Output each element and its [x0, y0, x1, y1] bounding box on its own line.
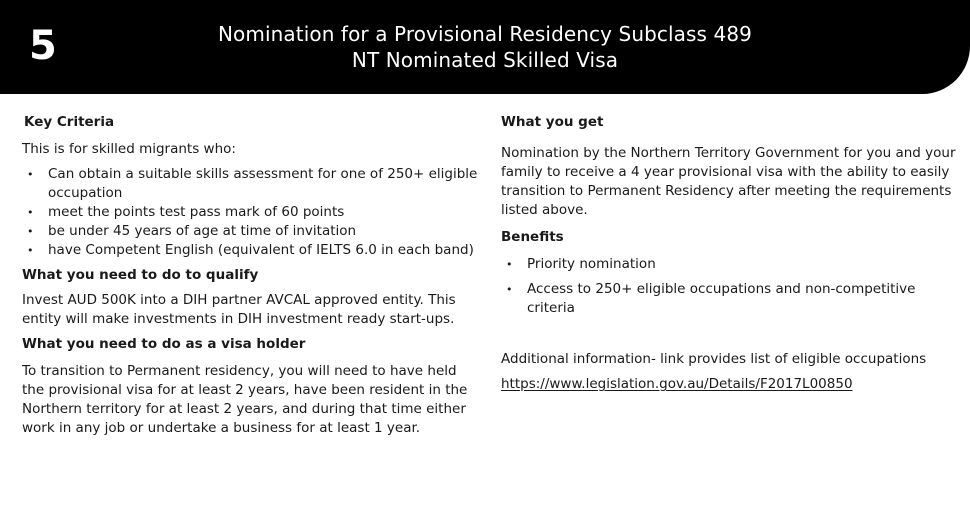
- criteria-list: [22, 165, 480, 260]
- what-you-get-text: Nomination by the Northern Territory Government for you and your family to receive a 4 year provisional visa with the ability to easily transition to Permanent Residency after meeting the requirements listed above.: [501, 145, 956, 218]
- criteria-item: • meet the points test pass mark of 60 points: [22, 203, 480, 222]
- what-you-get-heading: What you get: [501, 114, 604, 130]
- benefit-item: • Priority nomination: [501, 255, 959, 274]
- additional-info-text: Additional information- link provides list of eligible occupations: [501, 351, 927, 367]
- qualify-text: Invest AUD 500K into a DIH partner AVCAL approved entity. This entity will make investments in DIH investment ready start-ups.: [22, 292, 456, 327]
- qualify-heading: What you need to do to qualify: [22, 267, 259, 283]
- benefits-heading: Benefits: [501, 229, 564, 245]
- occupations-link[interactable]: https://www.legislation.gov.au/Details/F2017L00850: [501, 376, 853, 392]
- key-criteria-heading: Key Criteria: [24, 114, 115, 130]
- left-column: [22, 113, 480, 438]
- page-title-line-1: Nomination for a Provisional Residency Subclass 489: [218, 22, 752, 46]
- criteria-item: • have Competent English (equivalent of IELTS 6.0 in each band): [22, 241, 480, 260]
- right-column: [501, 113, 959, 394]
- benefit-item: • Access to 250+ eligible occupations and non-competitive criteria: [501, 280, 959, 318]
- criteria-item: • be under 45 years of age at time of invitation: [22, 222, 480, 241]
- page-title-line-2: NT Nominated Skilled Visa: [351, 48, 619, 72]
- benefits-list: [501, 255, 959, 318]
- section-number: 5: [29, 23, 57, 69]
- key-criteria-intro: This is for skilled migrants who:: [22, 141, 236, 157]
- page-title: [160, 21, 810, 73]
- visa-holder-text: To transition to Permanent residency, you will need to have held the provisional visa for at least 2 years, have been resident in the Northern territory for at least 2 years, and during that time either work in any job or undertake a business for at least 1 year.: [22, 363, 468, 436]
- criteria-item: • Can obtain a suitable skills assessment for one of 250+ eligible occupation: [22, 165, 480, 203]
- visa-holder-heading: What you need to do as a visa holder: [22, 336, 306, 352]
- header-banner: [0, 0, 970, 94]
